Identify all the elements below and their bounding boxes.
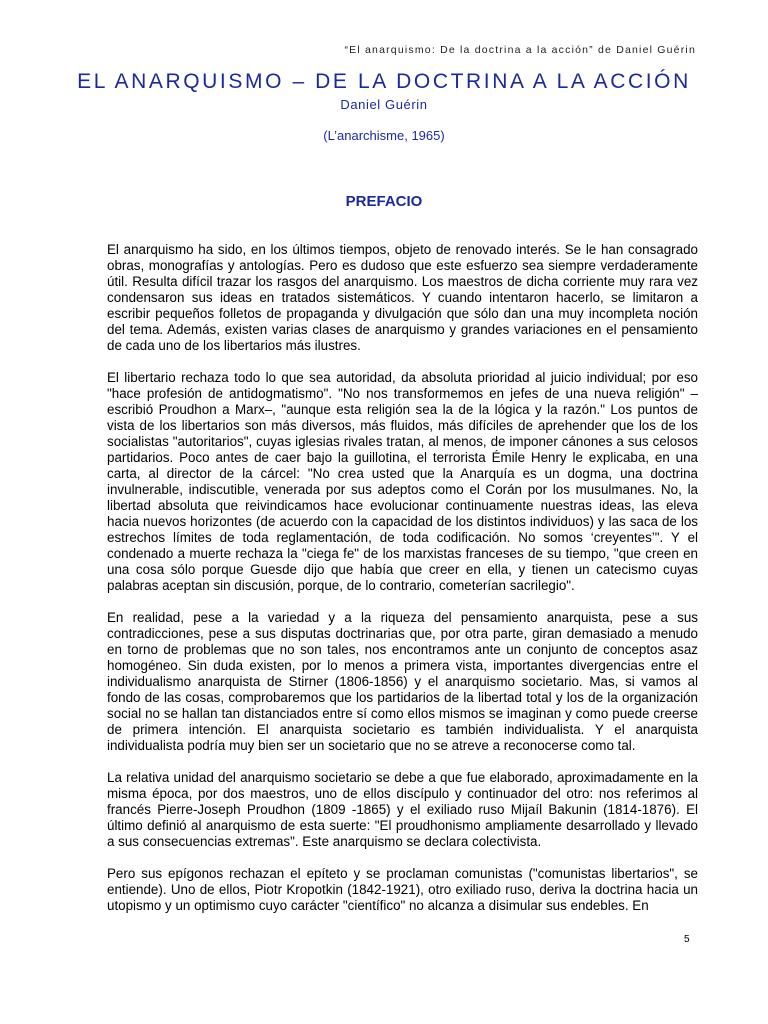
document-title: EL ANARQUISMO – DE LA DOCTRINA A LA ACCIÓN [77,70,691,93]
paragraph: La relativa unidad del anarquismo societario se debe a que fue elaborado, aproximadamente en la misma época, por dos maestros, uno de ellos discípulo y continuador del otro: nos referimos al francés Pierre-Joseph Proudhon (1809 -1865) y el exiliado ruso Mijaíl Bakunin (1814-1876). El último definió al anarquismo de esta suerte: "El proudhonismo ampliamente desarrollado y llevado a sus consecuencias extremas". Este anarquismo se declara colectivista. [107,770,698,849]
paragraph: Pero sus epígonos rechazan el epíteto y se proclaman comunistas ("comunistas libertarios", se entiende). Uno de ellos, Piotr Kropotkin (1842-1921), otro exiliado ruso, deriva la doctrina hacia un utopismo y un optimismo cuyo carácter "científico" no alcanza a disimular sus endebles. En [107,866,698,913]
original-title: (L’anarchisme, 1965) [323,128,445,143]
section-heading: PREFACIO [345,193,423,210]
paragraph: El libertario rechaza todo lo que sea autoridad, da absoluta prioridad al juicio individual; por eso "hace profesión de antidogmatismo". "No nos transformemos en jefes de una nueva religión" – escribió Proudhon a Marx–, "aunque esta religión sea la de la lógica y la razón." Los puntos de vista de los libertarios son más diversos, más fluidos, más difíciles de aprehender que los de los socialistas "autoritarios", cuyas iglesias rivales tratan, al menos, de imponer cánones a sus celosos partidarios. Poco antes de caer bajo la guillotina, el terrorista Émile Henry le explicaba, en una carta, al director de la cárcel: "No crea usted que la Anarquía es un dogma, una doctrina invulnerable, indiscutible, venerada por sus adeptos como el Corán por los musulmanes. No, la libertad absoluta que reivindicamos hace evolucionar continuamente nuestras ideas, las eleva hacia nuevos horizontes (de acuerdo con la capacidad de los distintos individuos) y las saca de los estrechos límites de toda reglamentación, de toda codificación. No somos ‘creyentes’". Y el condenado a muerte rechaza la "ciega fe" de los marxistas franceses de su tiempo, "que creen en una cosa sólo porque Guesde dijo que había que creer en ella, y tienen un catecismo cuyas palabras aceptan sin discusión, porque, de lo contrario, cometerían sacrilegio". [107,370,698,593]
body-text [107,242,698,930]
paragraph: El anarquismo ha sido, en los últimos tiempos, objeto de renovado interés. Se le han consagrado obras, monografías y antologías. Pero es dudoso que este esfuerzo sea siempre verdaderamente útil. Resulta difícil trazar los rasgos del anarquismo. Los maestros de dicha corriente muy rara vez condensaron sus ideas en tratados sistemáticos. Y cuando intentaron hacerlo, se limitaron a escribir pequeños folletos de propaganda y divulgación que sólo dan una muy incompleta noción del tema. Además, existen varias clases de anarquismo y grandes variaciones en el pensamiento de cada uno de los libertarios más ilustres. [107,242,698,353]
running-header: “El anarquismo: De la doctrina a la acción” de Daniel Guérin [344,44,696,56]
paragraph: En realidad, pese a la variedad y a la riqueza del pensamiento anarquista, pese a sus contradicciones, pese a sus disputas doctrinarias que, por otra parte, giran demasiado a menudo en torno de problemas que no son tales, nos encontramos ante un conjunto de conceptos asaz homogéneo. Sin duda existen, por lo menos a primera vista, importantes divergencias entre el individualismo anarquista de Stirner (1806-1856) y el anarquismo societario. Mas, si vamos al fondo de las cosas, comprobaremos que los partidarios de la libertad total y los de la organización social no se hallan tan distanciados entre sí como ellos mismos se imaginan y como puede creerse de primera intención. El anarquista societario es también individualista. Y el anarquista individualista podría muy bien ser un societario que no se atreve a reconocerse como tal. [107,610,698,753]
author-name: Daniel Guérin [340,97,428,112]
page-number: 5 [684,934,690,945]
